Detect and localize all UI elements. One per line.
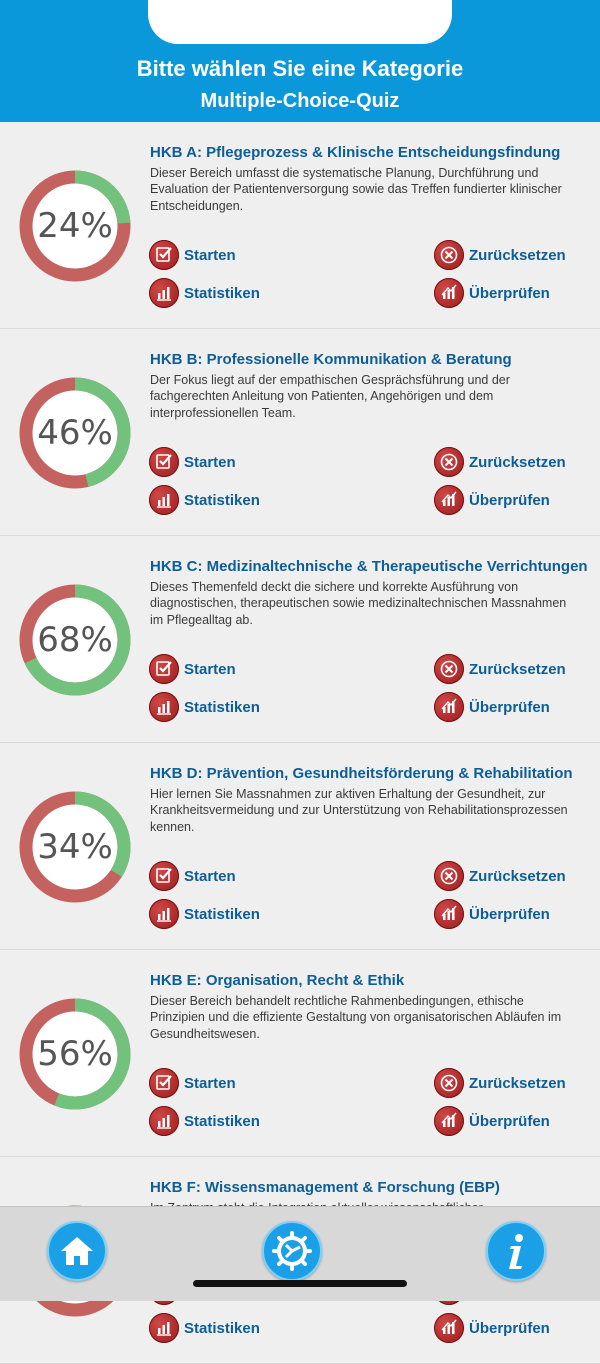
progress-ring (15, 580, 135, 700)
category-card (0, 329, 600, 536)
category-card (0, 950, 600, 1157)
review-button[interactable] (434, 485, 550, 515)
start-button[interactable] (149, 447, 236, 477)
home-button[interactable] (47, 1221, 107, 1281)
review-icon (434, 1106, 464, 1136)
reset-button[interactable] (434, 447, 566, 477)
info-button[interactable] (486, 1221, 546, 1281)
reset-button[interactable] (434, 240, 566, 270)
statistics-label: Statistiken (184, 698, 260, 716)
start-label: Starten (184, 660, 236, 678)
progress-percent: 24% (37, 206, 113, 246)
statistics-button[interactable] (149, 278, 260, 308)
info-icon (501, 1231, 531, 1271)
review-button[interactable] (434, 692, 550, 722)
review-button[interactable] (434, 899, 550, 929)
statistics-label: Statistiken (184, 491, 260, 509)
device-notch (148, 0, 452, 44)
statistics-label: Statistiken (184, 1112, 260, 1130)
statistics-label: Statistiken (184, 284, 260, 302)
review-icon (434, 278, 464, 308)
statistics-icon (149, 692, 179, 722)
category-description: Dieser Bereich umfasst die systematische Planung, Durchführung und Evaluation der Patientenversorgung sowie das Treffen fundierter klinischer Entscheidungen. (150, 166, 562, 213)
page-title: Bitte wählen Sie eine Kategorie (136, 56, 464, 81)
category-title[interactable]: HKB A: Pflegeprozess & Klinische Entscheidungsfindung (150, 144, 561, 161)
progress-ring (15, 994, 135, 1114)
category-card (0, 536, 600, 743)
header (0, 0, 600, 122)
review-label: Überprüfen (469, 905, 550, 923)
progress-ring (15, 166, 135, 286)
statistics-icon (149, 899, 179, 929)
category-title[interactable]: HKB B: Professionelle Kommunikation & Beratung (150, 351, 512, 368)
category-title[interactable]: HKB C: Medizinaltechnische & Therapeutische Verrichtungen (150, 558, 588, 575)
review-label: Überprüfen (469, 1319, 550, 1337)
reset-label: Zurücksetzen (469, 1074, 566, 1092)
page-subtitle: Multiple-Choice-Quiz (200, 90, 400, 112)
start-label: Starten (184, 453, 236, 471)
statistics-button[interactable] (149, 485, 260, 515)
statistics-icon (149, 278, 179, 308)
home-icon (58, 1234, 96, 1268)
category-list[interactable] (0, 122, 600, 1337)
start-quiz-icon (149, 654, 179, 684)
settings-button[interactable] (262, 1221, 322, 1281)
start-quiz-icon (149, 447, 179, 477)
category-title[interactable]: HKB E: Organisation, Recht & Ethik (150, 972, 405, 989)
start-button[interactable] (149, 240, 236, 270)
start-label: Starten (184, 867, 236, 885)
progress-percent: 56% (37, 1034, 113, 1074)
category-card (0, 122, 600, 329)
progress-percent: 46% (37, 413, 113, 453)
start-quiz-icon (149, 861, 179, 891)
reset-label: Zurücksetzen (469, 660, 566, 678)
start-quiz-icon (149, 240, 179, 270)
statistics-icon (149, 1313, 179, 1343)
category-description: Der Fokus liegt auf der empathischen Gesprächsführung und der fachgerechten Anleitung von Patienten, Angehörigen und dem interprofessionellen Team. (150, 373, 510, 420)
reset-button[interactable] (434, 861, 566, 891)
reset-button[interactable] (434, 1068, 566, 1098)
reset-button[interactable] (434, 654, 566, 684)
review-button[interactable] (434, 278, 550, 308)
start-button[interactable] (149, 861, 236, 891)
review-label: Überprüfen (469, 491, 550, 509)
review-button[interactable] (434, 1106, 550, 1136)
review-button[interactable] (434, 1313, 550, 1343)
reset-icon (434, 1068, 464, 1098)
review-label: Überprüfen (469, 1112, 550, 1130)
start-label: Starten (184, 246, 236, 264)
reset-icon (434, 654, 464, 684)
review-icon (434, 692, 464, 722)
statistics-label: Statistiken (184, 1319, 260, 1337)
category-description: Dieser Bereich behandelt rechtliche Rahmenbedingungen, ethische Prinzipien und die effiziente Gestaltung von organisatorischen Abläufen im Gesundheitswesen. (150, 994, 562, 1041)
progress-ring (15, 373, 135, 493)
statistics-icon (149, 1106, 179, 1136)
start-quiz-icon (149, 1068, 179, 1098)
statistics-label: Statistiken (184, 905, 260, 923)
review-icon (434, 899, 464, 929)
start-button[interactable] (149, 1068, 236, 1098)
statistics-button[interactable] (149, 1313, 260, 1343)
statistics-button[interactable] (149, 1106, 260, 1136)
review-label: Überprüfen (469, 698, 550, 716)
statistics-icon (149, 485, 179, 515)
reset-icon (434, 861, 464, 891)
reset-label: Zurücksetzen (469, 246, 566, 264)
review-icon (434, 485, 464, 515)
home-indicator (193, 1280, 407, 1287)
progress-percent: 68% (37, 620, 113, 660)
category-description: Hier lernen Sie Massnahmen zur aktiven Erhaltung der Gesundheit, zur Krankheitsvermeidung und zur Unterstützung von Rehabilitationsprozessen kennen. (150, 787, 568, 834)
category-title[interactable]: HKB D: Prävention, Gesundheitsförderung & Rehabilitation (150, 765, 573, 782)
start-label: Starten (184, 1074, 236, 1092)
category-description: Dieses Themenfeld deckt die sichere und korrekte Ausführung von diagnostischen, therapeutischen sowie medizinaltechnischen Massnahmen im Pflegealltag ab. (150, 580, 567, 627)
category-title[interactable]: HKB F: Wissensmanagement & Forschung (EBP) (150, 1179, 500, 1196)
reset-icon (434, 240, 464, 270)
progress-ring (15, 787, 135, 907)
statistics-button[interactable] (149, 692, 260, 722)
reset-label: Zurücksetzen (469, 867, 566, 885)
review-label: Überprüfen (469, 284, 550, 302)
statistics-button[interactable] (149, 899, 260, 929)
progress-percent: 34% (37, 827, 113, 867)
start-button[interactable] (149, 654, 236, 684)
category-card (0, 743, 600, 950)
gear-icon (271, 1230, 313, 1272)
reset-label: Zurücksetzen (469, 453, 566, 471)
reset-icon (434, 447, 464, 477)
review-icon (434, 1313, 464, 1343)
